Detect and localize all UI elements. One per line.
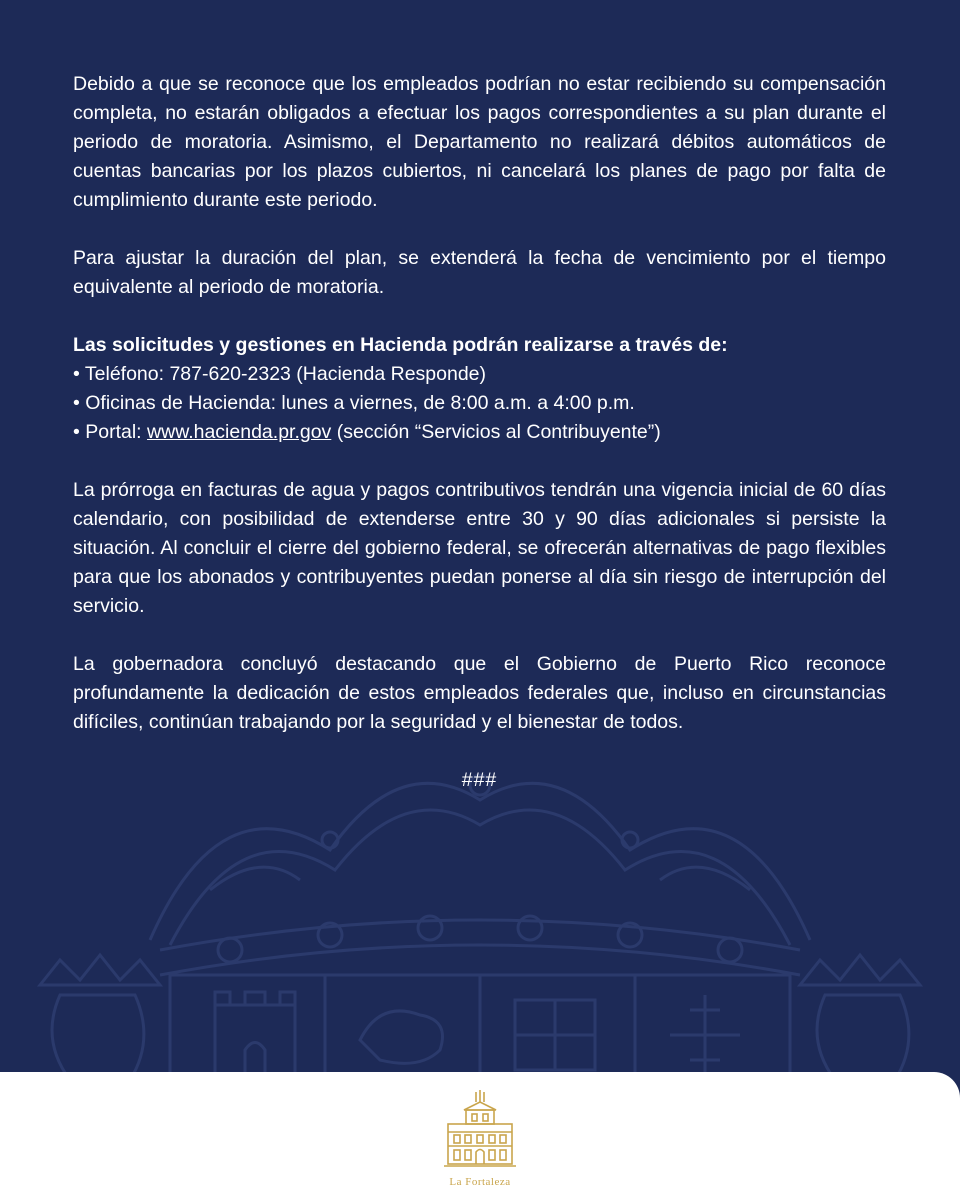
contact-heading: Las solicitudes y gestiones en Hacienda podrán realizarse a través de: <box>73 334 728 356</box>
la-fortaleza-building-icon <box>434 1088 526 1172</box>
paragraph-moratorium-payments: Debido a que se reconoce que los empleados podrían no estar recibiendo su compensación completa, no estarán obligados a efectuar los pagos correspondientes a su plan durante el periodo de moratoria. Asimismo, el Departamento no realizará débitos automáticos de cuentas bancarias por los plazos cubiertos, ni cancelará los planes de pago por falta de cumplimiento durante este periodo. <box>73 73 886 211</box>
contact-offices: • Oficinas de Hacienda: lunes a viernes, de 8:00 a.m. a 4:00 p.m. <box>73 392 635 414</box>
contact-section <box>73 331 886 447</box>
end-mark: ### <box>461 769 498 791</box>
paragraph-plan-extension: Para ajustar la duración del plan, se extenderá la fecha de vencimiento por el tiempo equivalente al periodo de moratoria. <box>73 247 886 298</box>
hacienda-portal-link[interactable]: www.hacienda.pr.gov <box>147 421 332 443</box>
contact-portal <box>73 418 886 447</box>
portal-prefix: • Portal: <box>73 421 148 443</box>
la-fortaleza-logo <box>434 1088 526 1188</box>
paragraph-governor-conclusion: La gobernadora concluyó destacando que el Gobierno de Puerto Rico reconoce profundamente la dedicación de estos empleados federales que, incluso en circunstancias difíciles, continúan trabajando por la seguridad y el bienestar de todos. <box>73 653 886 733</box>
paragraph-extension-terms: La prórroga en facturas de agua y pagos contributivos tendrán una vigencia inicial de 60 días calendario, con posibilidad de extenderse entre 30 y 90 días adicionales si persiste la situación. Al concluir el cierre del gobierno federal, se ofrecerán alternativas de pago flexibles para que los abonados y contribuyentes puedan ponerse al día sin riesgo de interrupción del servicio. <box>73 479 886 617</box>
document-body <box>73 70 886 795</box>
portal-suffix: (sección “Servicios al Contribuyente”) <box>331 421 661 443</box>
contact-phone: • Teléfono: 787-620-2323 (Hacienda Responde) <box>73 363 487 385</box>
logo-text: La Fortaleza <box>449 1176 511 1188</box>
